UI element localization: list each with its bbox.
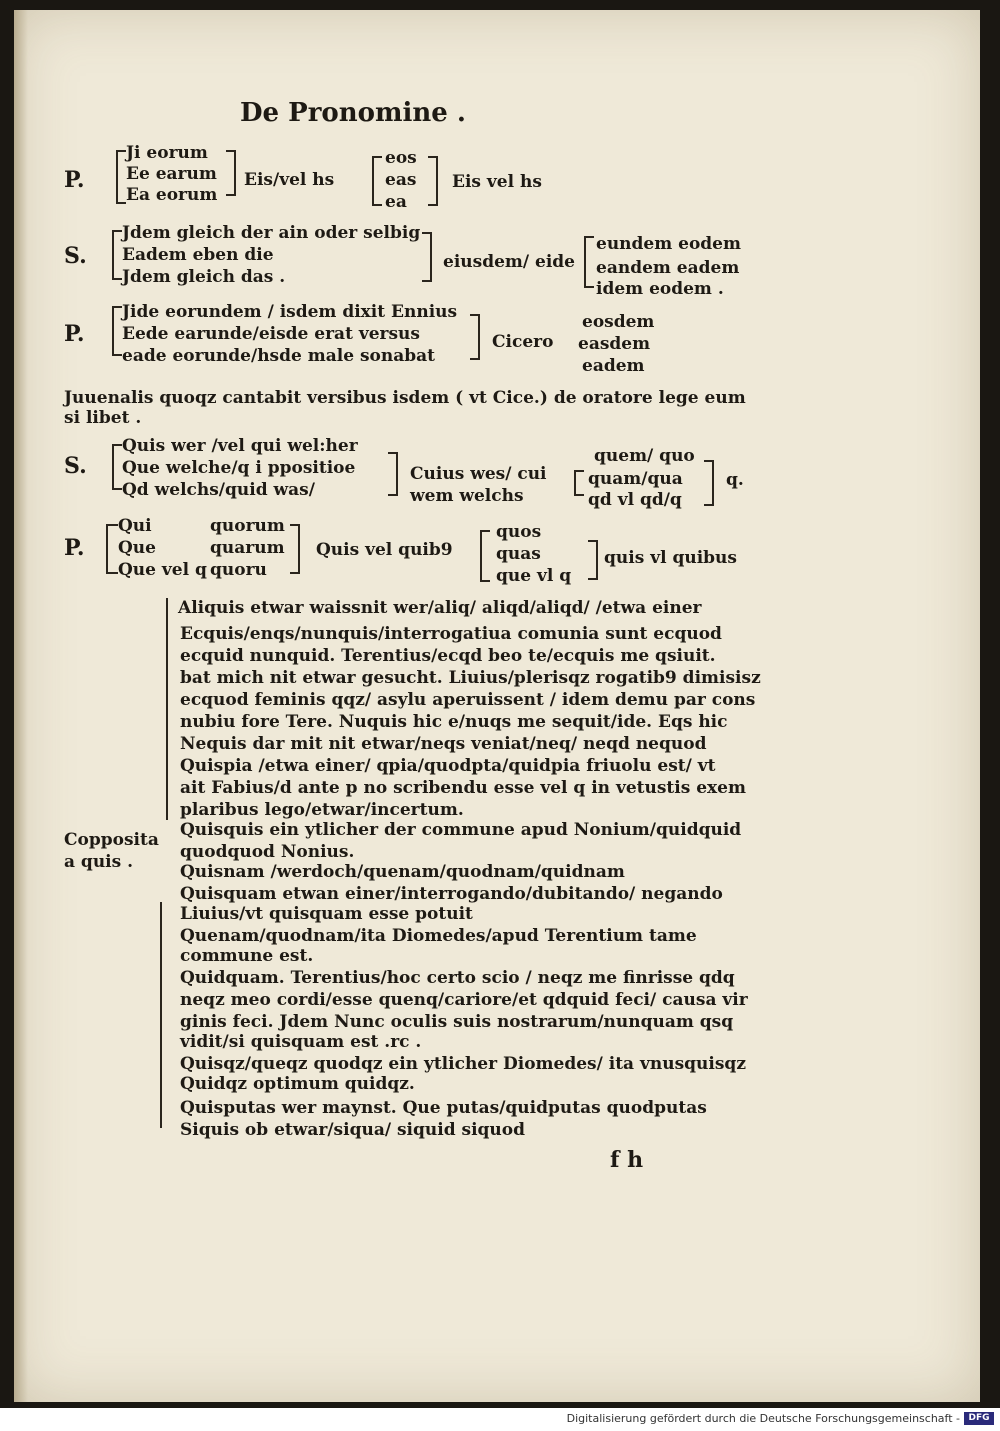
block5-mark: P. [64, 535, 85, 561]
juvenalis-line1: Juuenalis quoqz cantabit versibus isdem ( vt Cice.) de oratore lege eum [64, 388, 746, 408]
block3-line2: Eede earunde/eisde erat versus [122, 324, 420, 344]
block2-right-bracket [422, 232, 432, 282]
block1-line2: Ee earum [126, 164, 217, 184]
block3-acc-3: eadem [582, 356, 645, 376]
block2-mark: S. [64, 243, 87, 269]
block1-acc-bracket-left [372, 156, 382, 206]
block4-mark: S. [64, 453, 87, 479]
block3-line1: Jide eorundem / isdem dixit Ennius [122, 302, 458, 322]
block2-genitive: eiusdem/ eide [443, 252, 575, 272]
composita-label: Copposita [64, 830, 159, 850]
paragraph2-line: commune est. [180, 946, 314, 966]
block5-acc-2: quas [496, 544, 541, 564]
paragraph1-line: ecquid nunquid. Terentius/ecqd beo te/ecquis me qsiuit. [180, 646, 716, 666]
block4-line2: Que welche/q i ppositioe [122, 458, 356, 478]
paragraph1-line: Nequis dar mit nit etwar/neqs veniat/neq/ neqd nequod [180, 734, 707, 754]
block2-acc-bracket [584, 236, 594, 288]
block4-right-bracket [388, 452, 398, 496]
paragraph2-line: neqz meo cordi/esse quenq/cariore/et qdquid feci/ causa vir [180, 990, 748, 1010]
paragraph2-line: Quisputas wer maynst. Que putas/quidputas quodputas [180, 1098, 707, 1118]
block1-left-bracket [116, 150, 126, 204]
paragraph1-line: Quispia /etwa einer/ qpia/quodpta/quidpia friuolu est/ vt [180, 756, 716, 776]
paragraph1-line: bat mich nit etwar gesucht. Liuius/plerisqz rogatib9 dimisisz [180, 668, 761, 688]
block3-acc-1: eosdem [582, 312, 655, 332]
paragraph2-line: Quenam/quodnam/ita Diomedes/apud Terentium tame [180, 926, 697, 946]
paragraph2-bracket-line [160, 902, 162, 1128]
block5-gen-1: quorum [210, 516, 285, 536]
paragraph2-line: Quisquis ein ytlicher der commune apud Nonium/quidquid [180, 820, 742, 840]
block5-acc-1: quos [496, 522, 542, 542]
footer-bar [0, 1408, 1000, 1431]
block5-acc-bracket-left [480, 530, 490, 582]
paragraph2-line: ginis feci. Jdem Nunc oculis suis nostrarum/nunquam qsq [180, 1012, 734, 1032]
block4-gen-2: wem welchs [410, 486, 524, 506]
block4-acc-3: qd vl qd/q [588, 490, 682, 510]
paragraph2-line: Quisqz/queqz quodqz ein ytlicher Diomedes/ ita vnusquisqz [180, 1054, 746, 1074]
composita-label-2: a quis . [64, 852, 134, 872]
paragraph2-line: quodquod Nonius. [180, 842, 355, 862]
paragraph2-line: vidit/si quisquam est .rc . [180, 1032, 422, 1052]
block3-right-bracket [470, 314, 480, 360]
block1-dative: Eis/vel hs [244, 170, 335, 190]
block4-acc-bracket-left [574, 470, 584, 496]
block1-mark: P. [64, 167, 85, 193]
paragraph1-line: ecquod feminis qqz/ asylu aperuissent / idem demu par cons [180, 690, 756, 710]
block5-nom-2: Que [118, 538, 156, 558]
block3-cicero: Cicero [492, 332, 554, 352]
paragraph2-line: Quidqz optimum quidqz. [180, 1074, 415, 1094]
block5-nom-3: Que vel q [118, 560, 207, 580]
block1-line1: Ji eorum [126, 143, 208, 163]
block1-line3: Ea eorum [126, 185, 218, 205]
block4-left-bracket [112, 444, 122, 490]
block3-line3: eade eorunde/hsde male sonabat [122, 346, 435, 366]
block4-line3: Qd welchs/quid was/ [122, 480, 315, 500]
block5-gen-2: quarum [210, 538, 285, 558]
paragraph1-bracket-line [166, 598, 168, 820]
block1-right-bracket [226, 150, 236, 196]
block3-left-bracket [112, 306, 122, 356]
block2-left-bracket [112, 230, 122, 280]
block4-abl: q. [726, 470, 744, 490]
juvenalis-line2: si libet . [64, 408, 142, 428]
block1-acc-3: ea [385, 192, 407, 212]
block5-nom-1: Qui [118, 516, 152, 536]
page-spine-shadow [14, 10, 28, 1402]
paragraph2-line: Siquis ob etwar/siqua/ siquid siquod [180, 1120, 526, 1140]
block4-acc-1: quem/ quo [594, 446, 695, 466]
block2-acc-2: eandem eadem [596, 258, 740, 278]
signature-mark: f h [610, 1147, 644, 1173]
block2-line2: Eadem eben die [122, 245, 274, 265]
paragraph2-line: Liuius/vt quisquam esse potuit [180, 904, 473, 924]
block5-gen-3: quoru [210, 560, 267, 580]
dfg-logo: DFG [964, 1412, 994, 1425]
paragraph2-line: Quisquam etwan einer/interrogando/dubitando/ negando [180, 884, 723, 904]
paragraph1-line: plaribus lego/etwar/incertum. [180, 800, 464, 820]
block3-mark: P. [64, 321, 85, 347]
paragraph1-line: Ecquis/enqs/nunquis/interrogatiua comunia sunt ecquod [180, 624, 722, 644]
page-heading: De Pronomine . [240, 98, 466, 128]
paragraph2-line: Quidquam. Terentius/hoc certo scio / neqz me finrisse qdq [180, 968, 735, 988]
block3-acc-2: easdem [578, 334, 651, 354]
block5-acc-bracket-right [588, 540, 598, 580]
block1-ablative: Eis vel hs [452, 172, 542, 192]
paragraph1-line: nubiu fore Tere. Nuquis hic e/nuqs me sequit/ide. Eqs hic [180, 712, 728, 732]
footer-credit: Digitalisierung gefördert durch die Deutsche Forschungsgemeinschaft - [566, 1412, 960, 1425]
block1-acc-1: eos [385, 148, 417, 168]
paragraph1-line: Aliquis etwar waissnit wer/aliq/ aliqd/aliqd/ /etwa einer [178, 598, 702, 618]
block1-acc-2: eas [385, 170, 417, 190]
paragraph1-line: ait Fabius/d ante p no scribendu esse vel q in vetustis exem [180, 778, 746, 798]
block2-line3: Jdem gleich das . [122, 267, 286, 287]
block4-gen-1: Cuius wes/ cui [410, 464, 547, 484]
block5-ablative: quis vl quibus [604, 548, 737, 568]
block4-acc-bracket-right [704, 460, 714, 506]
paragraph2-line: Quisnam /werdoch/quenam/quodnam/quidnam [180, 862, 625, 882]
block2-acc-1: eundem eodem [596, 234, 741, 254]
block5-acc-3: que vl q [496, 566, 572, 586]
block5-right-bracket [290, 524, 300, 574]
block5-left-bracket [106, 524, 118, 574]
block2-line1: Jdem gleich der ain oder selbig [122, 223, 421, 243]
block1-acc-bracket-right [428, 156, 438, 206]
block2-acc-3: idem eodem . [596, 279, 724, 299]
block4-line1: Quis wer /vel qui wel:her [122, 436, 358, 456]
block5-dative: Quis vel quib9 [316, 540, 453, 560]
block4-acc-2: quam/qua [588, 469, 683, 489]
